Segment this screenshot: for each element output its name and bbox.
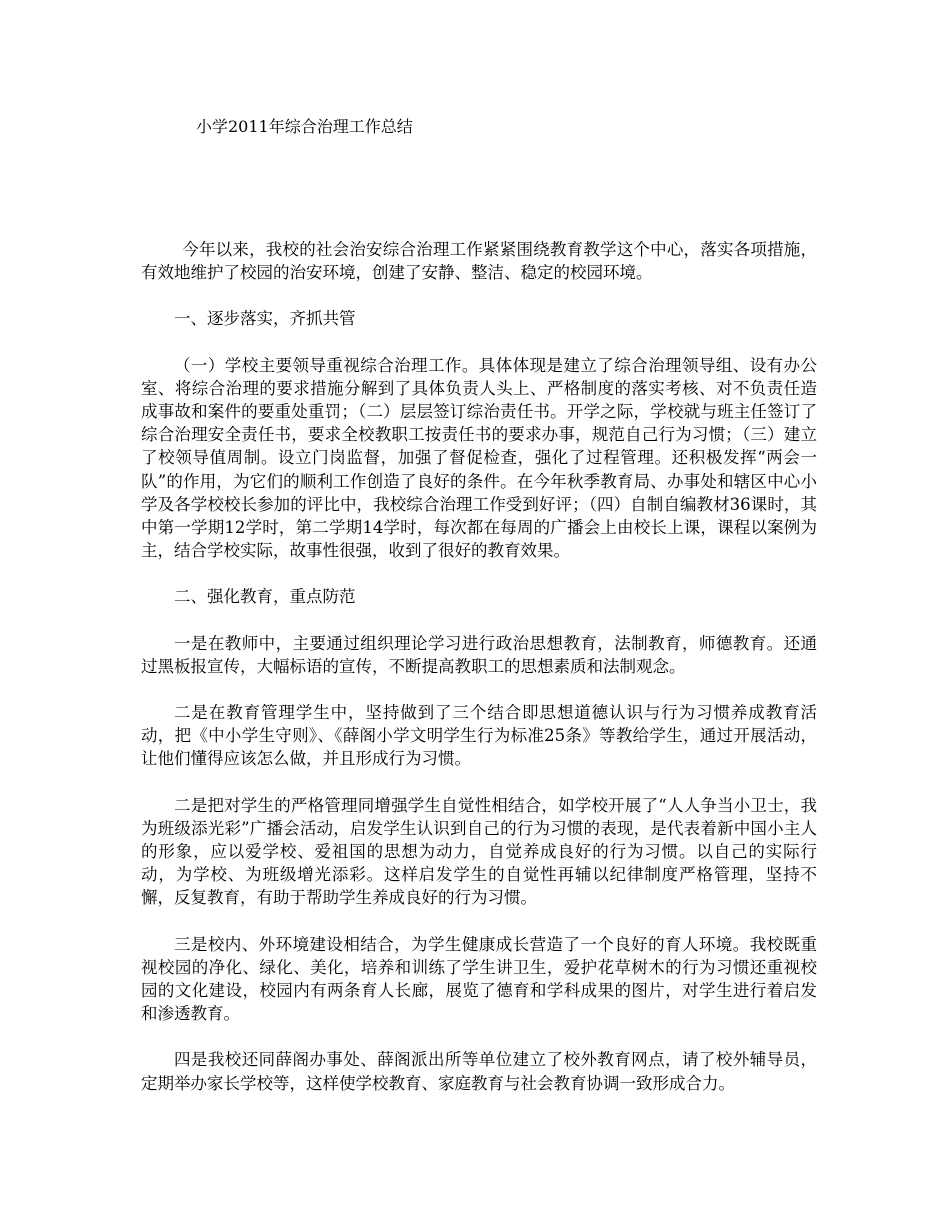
paragraph-external-education: 四是我校还同薛阁办事处、薛阁派出所等单位建立了校外教育网点，请了校外辅导员，定期举办家长学校等，这样使学校教育、家庭教育与社会教育协调一致形成合力。: [141, 1050, 817, 1093]
paragraph-student-management: 二是在教育管理学生中，坚持做到了三个结合即思想道德认识与行为习惯养成教育活动，把《中小学生守则》、《薛阁小学文明学生行为标准25条》等教给学生，通过开展活动，让他们懂得应该怎么做，并且形成行为习惯。: [141, 703, 817, 769]
section-heading-1: 一、逐步落实，齐抓共管: [174, 309, 356, 329]
document-title: 小学2011年综合治理工作总结: [196, 117, 413, 136]
paragraph-teachers: 一是在教师中，主要通过组织理论学习进行政治思想教育，法制教育，师德教育。还通过黑板报宣传，大幅标语的宣传，不断提高教职工的思想素质和法制观念。: [141, 633, 817, 676]
paragraph-section-1-detail: （一）学校主要领导重视综合治理工作。具体体现是建立了综合治理领导组、设有办公室、将综合治理的要求措施分解到了具体负责人头上、严格制度的落实考核、对不负责任造成事故和案件的要重处重罚；（二）层层签订综治责任书。开学之际，学校就与班主任签订了综合治理安全责任书，要求全校教职工按责任书的要求办事，规范自己行为习惯；（三）建立了校领导值周制。设立门岗监督，加强了督促检查，强化了过程管理。还积极发挥“两会一队”的作用，为它们的顺利工作创造了良好的条件。在今年秋季教育局、办事处和辖区中心小学及各学校校长参加的评比中，我校综合治理工作受到好评；（四）自制自编教材36课时，其中第一学期12学时，第二学期14学时，每次都在每周的广播会上由校长上课，课程以案例为主，结合学校实际，故事性很强，收到了很好的教育效果。: [141, 355, 817, 561]
paragraph-intro: 今年以来，我校的社会治安综合治理工作紧紧围绕教育教学这个中心，落实各项措施，有效地维护了校园的治安环境，创建了安静、整洁、稳定的校园环境。: [141, 240, 817, 283]
document-body: [141, 238, 817, 1118]
section-heading-2: 二、强化教育，重点防范: [174, 587, 356, 607]
paragraph-strict-management: 二是把对学生的严格管理同增强学生自觉性相结合，如学校开展了“人人争当小卫士，我为班级添光彩”广播会活动，启发学生认识到自己的行为习惯的表现，是代表着新中国小主人的形象，应以爱学校、爱祖国的思想为动力，自觉养成良好的行为习惯。以自己的实际行动，为学校、为班级增光添彩。这样启发学生的自觉性再辅以纪律制度严格管理，坚持不懈，反复教育，有助于帮助学生养成良好的行为习惯。: [141, 795, 817, 908]
paragraph-environment: 三是校内、外环境建设相结合，为学生健康成长营造了一个良好的育人环境。我校既重视校园的净化、绿化、美化，培养和训练了学生讲卫生，爱护花草树木的行为习惯还重视校园的文化建设，校园内有两条育人长廊，展览了德育和学科成果的图片，对学生进行着启发和渗透教育。: [141, 934, 817, 1024]
